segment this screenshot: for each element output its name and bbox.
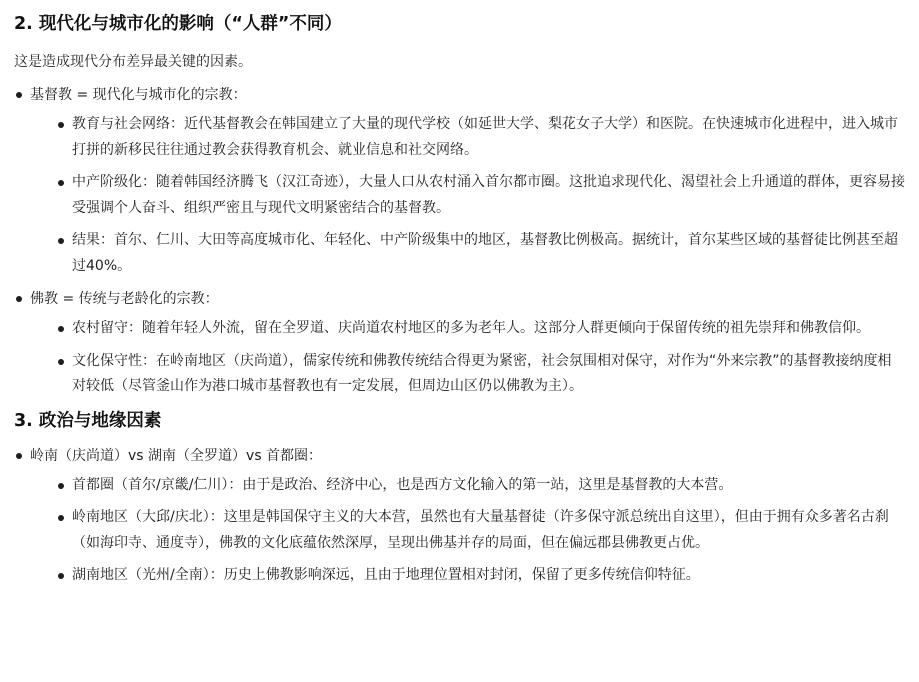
list-item-label: 岭南（庆尚道）vs 湖南（全罗道）vs 首都圈： bbox=[30, 447, 323, 464]
sub-list bbox=[30, 112, 905, 279]
sub-list-item bbox=[30, 316, 905, 342]
bullet-icon bbox=[58, 238, 64, 244]
bullet-icon bbox=[58, 180, 64, 186]
list-item-christianity bbox=[14, 82, 905, 279]
bullet-icon bbox=[58, 483, 64, 489]
bullet-icon bbox=[16, 453, 22, 459]
section-2-intro: 这是造成现代分布差异最关键的因素。 bbox=[14, 54, 252, 70]
bullet-icon bbox=[58, 573, 64, 579]
section-2-list bbox=[14, 82, 905, 400]
bullet-icon bbox=[58, 359, 64, 365]
sub-list bbox=[30, 473, 905, 589]
sub-list-item bbox=[30, 170, 905, 221]
sub-list-item bbox=[30, 228, 905, 279]
sub-item-text: 结果：首尔、仁川、大田等高度城市化、年轻化、中产阶级集中的地区，基督教比例极高。据统计，首尔某些区域的基督徒比例甚至超过40%。 bbox=[72, 232, 898, 274]
sub-item-text: 中产阶级化：随着韩国经济腾飞（汉江奇迹），大量人口从农村涌入首尔都市圈。这批追求现代化、渴望社会上升通道的群体，更容易接受强调个人奋斗、组织严密且与现代文明紧密结合的基督教。 bbox=[72, 174, 905, 216]
section-2-heading: 2. 现代化与城市化的影响（“人群”不同） bbox=[14, 14, 342, 34]
section-3-list bbox=[14, 443, 905, 589]
sub-list-item bbox=[30, 112, 905, 163]
sub-item-text: 湖南地区（光州/全南）：历史上佛教影响深远，且由于地理位置相对封闭，保留了更多传统信仰特征。 bbox=[72, 567, 700, 583]
sub-list-item bbox=[30, 473, 905, 499]
list-item-buddhism bbox=[14, 286, 905, 400]
sub-item-text: 教育与社会网络：近代基督教会在韩国建立了大量的现代学校（如延世大学、梨花女子大学）和医院。在快速城市化进程中，进入城市打拼的新移民往往通过教会获得教育机会、就业信息和社交网络。 bbox=[72, 116, 898, 158]
sub-list-item bbox=[30, 505, 905, 556]
bullet-icon bbox=[58, 326, 64, 332]
section-3-heading: 3. 政治与地缘因素 bbox=[14, 410, 162, 431]
sub-list bbox=[30, 316, 905, 400]
bullet-icon bbox=[58, 515, 64, 521]
sub-item-text: 岭南地区（大邱/庆北）：这里是韩国保守主义的大本营，虽然也有大量基督徒（许多保守派总统出自这里），但由于拥有众多著名古刹（如海印寺、通度寺），佛教的文化底蕴依然深厚，呈现出佛基并存的局面，但在偏远郡县佛教更占优。 bbox=[72, 509, 889, 551]
list-item-label: 基督教 = 现代化与城市化的宗教： bbox=[30, 87, 247, 103]
sub-item-text: 农村留守：随着年轻人外流，留在全罗道、庆尚道农村地区的多为老年人。这部分人群更倾向于保留传统的祖先崇拜和佛教信仰。 bbox=[72, 320, 870, 336]
list-item-regions bbox=[14, 443, 905, 589]
list-item-label: 佛教 = 传统与老龄化的宗教： bbox=[30, 291, 219, 307]
sub-item-text: 首都圈（首尔/京畿/仁川）：由于是政治、经济中心，也是西方文化输入的第一站，这里是基督教的大本营。 bbox=[72, 476, 733, 493]
bullet-icon bbox=[16, 92, 22, 98]
bullet-icon bbox=[16, 296, 22, 302]
sub-list-item bbox=[30, 563, 905, 589]
sub-list-item bbox=[30, 349, 905, 400]
bullet-icon bbox=[58, 122, 64, 128]
sub-item-text: 文化保守性：在岭南地区（庆尚道），儒家传统和佛教传统结合得更为紧密，社会氛围相对保守，对作为“外来宗教”的基督教接纳度相对较低（尽管釜山作为港口城市基督教也有一定发展，但周边山区仍以佛教为主）。 bbox=[72, 352, 892, 394]
